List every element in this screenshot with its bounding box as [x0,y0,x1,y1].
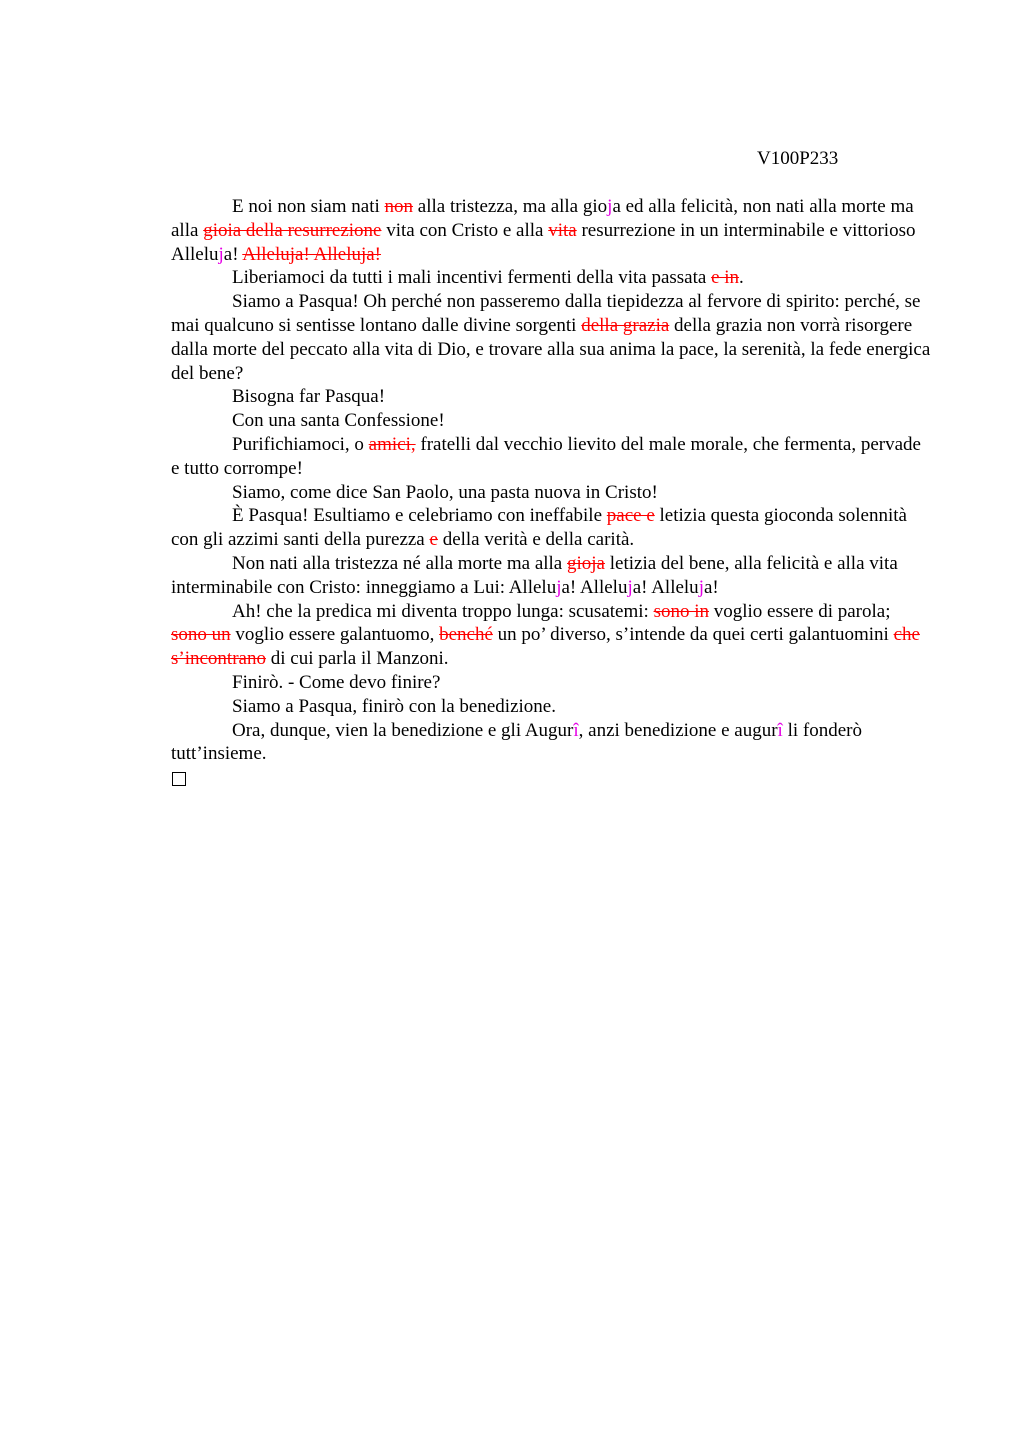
text-segment: un po’ diverso, s’intende da quei certi galantuomini [492,624,894,646]
paragraph [171,433,931,481]
inserted-text: j [607,196,613,217]
deleted-text: sono un [171,624,231,646]
text-segment: Ora, dunque, vien la benedizione e gli Augur [232,719,574,741]
paragraph [171,719,931,767]
text-segment: resurrezione in un interminabile e vittorioso Allelu [171,219,916,265]
text-segment: alla tristezza, ma alla gio [413,196,608,217]
paragraph [171,195,931,266]
text-segment: Purifichiamoci, o [232,433,369,455]
paragraph [171,481,931,505]
text-segment: Ah! che la predica mi diventa troppo lunga: scusatemi: [232,600,654,622]
text-segment: Siamo a Pasqua, finirò con la benedizione. [232,695,556,717]
text-segment: . [739,267,744,289]
square-outline-icon [172,772,186,786]
text-segment: , anzi benedizione e augur [578,719,778,741]
text-segment: a! [223,243,243,265]
paragraph [171,600,931,671]
deleted-text: Alleluja! Alleluja! [242,243,382,265]
text-segment: voglio essere galantuomo, [230,624,440,646]
text-segment: letizia questa gioconda solennità con gli azzimi santi della purezza [171,505,907,551]
inserted-text: j [627,576,633,598]
text-segment: letizia del bene, alla felicità e alla vita interminabile con Cristo: inneggiamo a Lui: Allelu [171,552,898,598]
document-body [171,195,931,786]
page-identifier: V100P233 [757,148,839,169]
inserted-text: î [777,719,783,741]
paragraph [171,409,931,433]
text-segment: Bisogna far Pasqua! [232,386,386,408]
paragraph [171,266,931,290]
text-segment: voglio essere di parola; [709,600,891,622]
deleted-text: sono in [653,600,709,622]
deleted-text: vita [548,219,577,241]
deleted-text: e in [711,267,740,289]
deleted-text: della grazia [581,314,670,336]
paragraph [171,504,931,552]
text-segment: Siamo, come dice San Paolo, una pasta nuova in Cristo! [232,481,658,503]
paragraph [171,671,931,695]
text-segment: li fonderò tutt’insieme. [171,719,862,765]
deleted-text: gioja [567,552,605,574]
deleted-text: amici, [368,433,416,455]
text-segment: a! [703,576,719,598]
text-segment: E noi non siam nati [232,196,385,217]
text-segment: Non nati alla tristezza né alla morte ma alla [232,552,567,574]
inserted-text: j [556,576,562,598]
text-segment: Finirò. - Come devo finire? [232,671,441,693]
deleted-text: non [384,196,414,217]
text-segment: a! Allelu [561,576,628,598]
text-segment: Con una santa Confessione! [232,410,445,432]
text-segment: della verità e della carità. [437,529,635,551]
deleted-text: pace e [606,505,655,527]
inserted-text: j [698,576,704,598]
paragraph [171,695,931,719]
text-segment: Liberiamoci da tutti i mali incentivi fermenti della vita passata [232,267,712,289]
text-segment: È Pasqua! Esultiamo e celebriamo con ineffabile [232,505,607,527]
text-segment: vita con Cristo e alla [381,219,549,241]
text-segment: a ed alla felicità, non nati alla morte ma alla [171,196,914,241]
deleted-text: benché [439,624,493,646]
paragraph [171,552,931,600]
deleted-text: e [429,529,438,551]
deleted-text: gioia della resurrezione [203,219,382,241]
paragraph [171,385,931,409]
text-segment: della grazia non vorrà risorgere dalla morte del peccato alla vita di Dio, e trovare alla sua anima la pace, la serenità, la fede energica del bene? [171,314,931,384]
inserted-text: î [573,719,579,741]
inserted-text: j [218,243,224,265]
deleted-text: che s’incontrano [171,624,920,670]
text-segment: Siamo a Pasqua! Oh perché non passeremo dalla tiepidezza al fervore di spirito: perché, se mai qualcuno si sentisse lontano dalle divine sorgenti [171,291,921,336]
text-segment: fratelli dal vecchio lievito del male morale, che fermenta, pervade e tutto corrompe! [171,433,921,479]
text-segment: di cui parla il Manzoni. [265,648,449,670]
paragraph [171,290,931,385]
text-segment: a! Allelu [632,576,699,598]
